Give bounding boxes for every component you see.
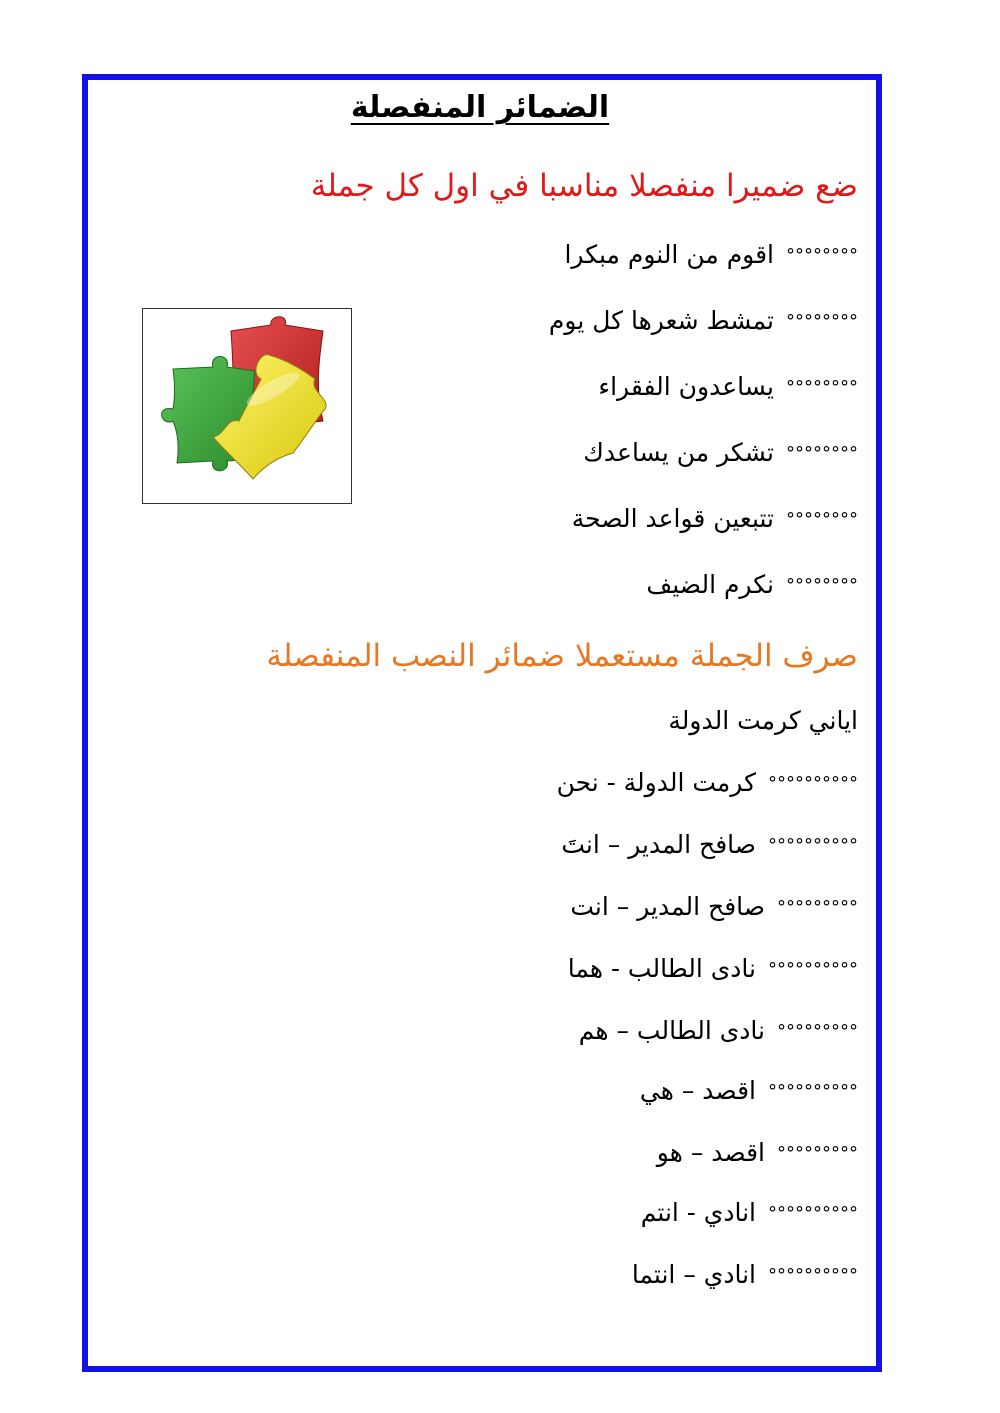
sentence-text: اقوم من النوم مبكرا — [564, 240, 774, 269]
list-item — [561, 830, 858, 859]
sentence-text: نادى الطالب - هما — [567, 954, 756, 983]
section1-instruction: ضع ضميرا منفصلا مناسبا في اول كل جملة — [310, 168, 858, 204]
sentence-text: صافح المدير – انت — [570, 892, 765, 921]
answer-blank[interactable]: °°°°°°°°°° — [768, 773, 858, 794]
list-item — [568, 954, 858, 983]
puzzle-image — [142, 308, 352, 504]
sentence-text: تشكر من يساعدك — [583, 438, 774, 467]
answer-blank[interactable]: °°°°°°°° — [786, 311, 858, 332]
page-title: الضمائر المنفصلة — [350, 90, 610, 125]
puzzle-pieces-icon — [143, 309, 351, 503]
answer-blank[interactable]: °°°°°°°°°° — [768, 1203, 858, 1224]
sentence-text: كرمت الدولة - نحن — [556, 768, 756, 797]
sentence-text: انادي - انتم — [640, 1198, 756, 1227]
sentence-text: نادى الطالب – هم — [578, 1016, 765, 1045]
sentence-text: انادي – انتما — [631, 1260, 756, 1289]
answer-blank[interactable]: °°°°°°°°°° — [768, 959, 858, 980]
sentence-text: تتبعين قواعد الصحة — [571, 504, 774, 533]
sentence-text: اقصد – هي — [639, 1076, 756, 1105]
answer-blank[interactable]: °°°°°°°°°° — [768, 1081, 858, 1102]
example-sentence: اياني كرمت الدولة — [668, 706, 858, 735]
list-item — [598, 372, 858, 401]
list-item — [557, 768, 858, 797]
sentence-text: يساعدون الفقراء — [598, 372, 774, 401]
answer-blank[interactable]: °°°°°°°°°° — [768, 835, 858, 856]
answer-blank[interactable]: °°°°°°°°° — [777, 897, 858, 918]
list-item — [632, 1260, 858, 1289]
list-item — [549, 306, 858, 335]
list-item — [641, 1198, 858, 1227]
list-item — [579, 1016, 858, 1045]
answer-blank[interactable]: °°°°°°°° — [786, 509, 858, 530]
list-item — [640, 1076, 858, 1105]
answer-blank[interactable]: °°°°°°°°° — [777, 1143, 858, 1164]
list-item — [646, 570, 858, 599]
sentence-text: تمشط شعرها كل يوم — [548, 306, 774, 335]
sentence-text: نكرم الضيف — [646, 570, 774, 599]
answer-blank[interactable]: °°°°°°°° — [786, 443, 858, 464]
answer-blank[interactable]: °°°°°°°°°° — [768, 1265, 858, 1286]
list-item — [570, 892, 858, 921]
answer-blank[interactable]: °°°°°°°° — [786, 245, 858, 266]
answer-blank[interactable]: °°°°°°°° — [786, 377, 858, 398]
sentence-text: صافح المدير – انتَ — [561, 830, 756, 859]
list-item — [564, 240, 858, 269]
sentence-text: اقصد – هو — [656, 1138, 765, 1167]
answer-blank[interactable]: °°°°°°°°° — [777, 1021, 858, 1042]
list-item — [657, 1138, 858, 1167]
section2-instruction: صرف الجملة مستعملا ضمائر النصب المنفصلة — [266, 638, 858, 674]
list-item — [572, 504, 858, 533]
list-item — [583, 438, 858, 467]
answer-blank[interactable]: °°°°°°°° — [786, 575, 858, 596]
